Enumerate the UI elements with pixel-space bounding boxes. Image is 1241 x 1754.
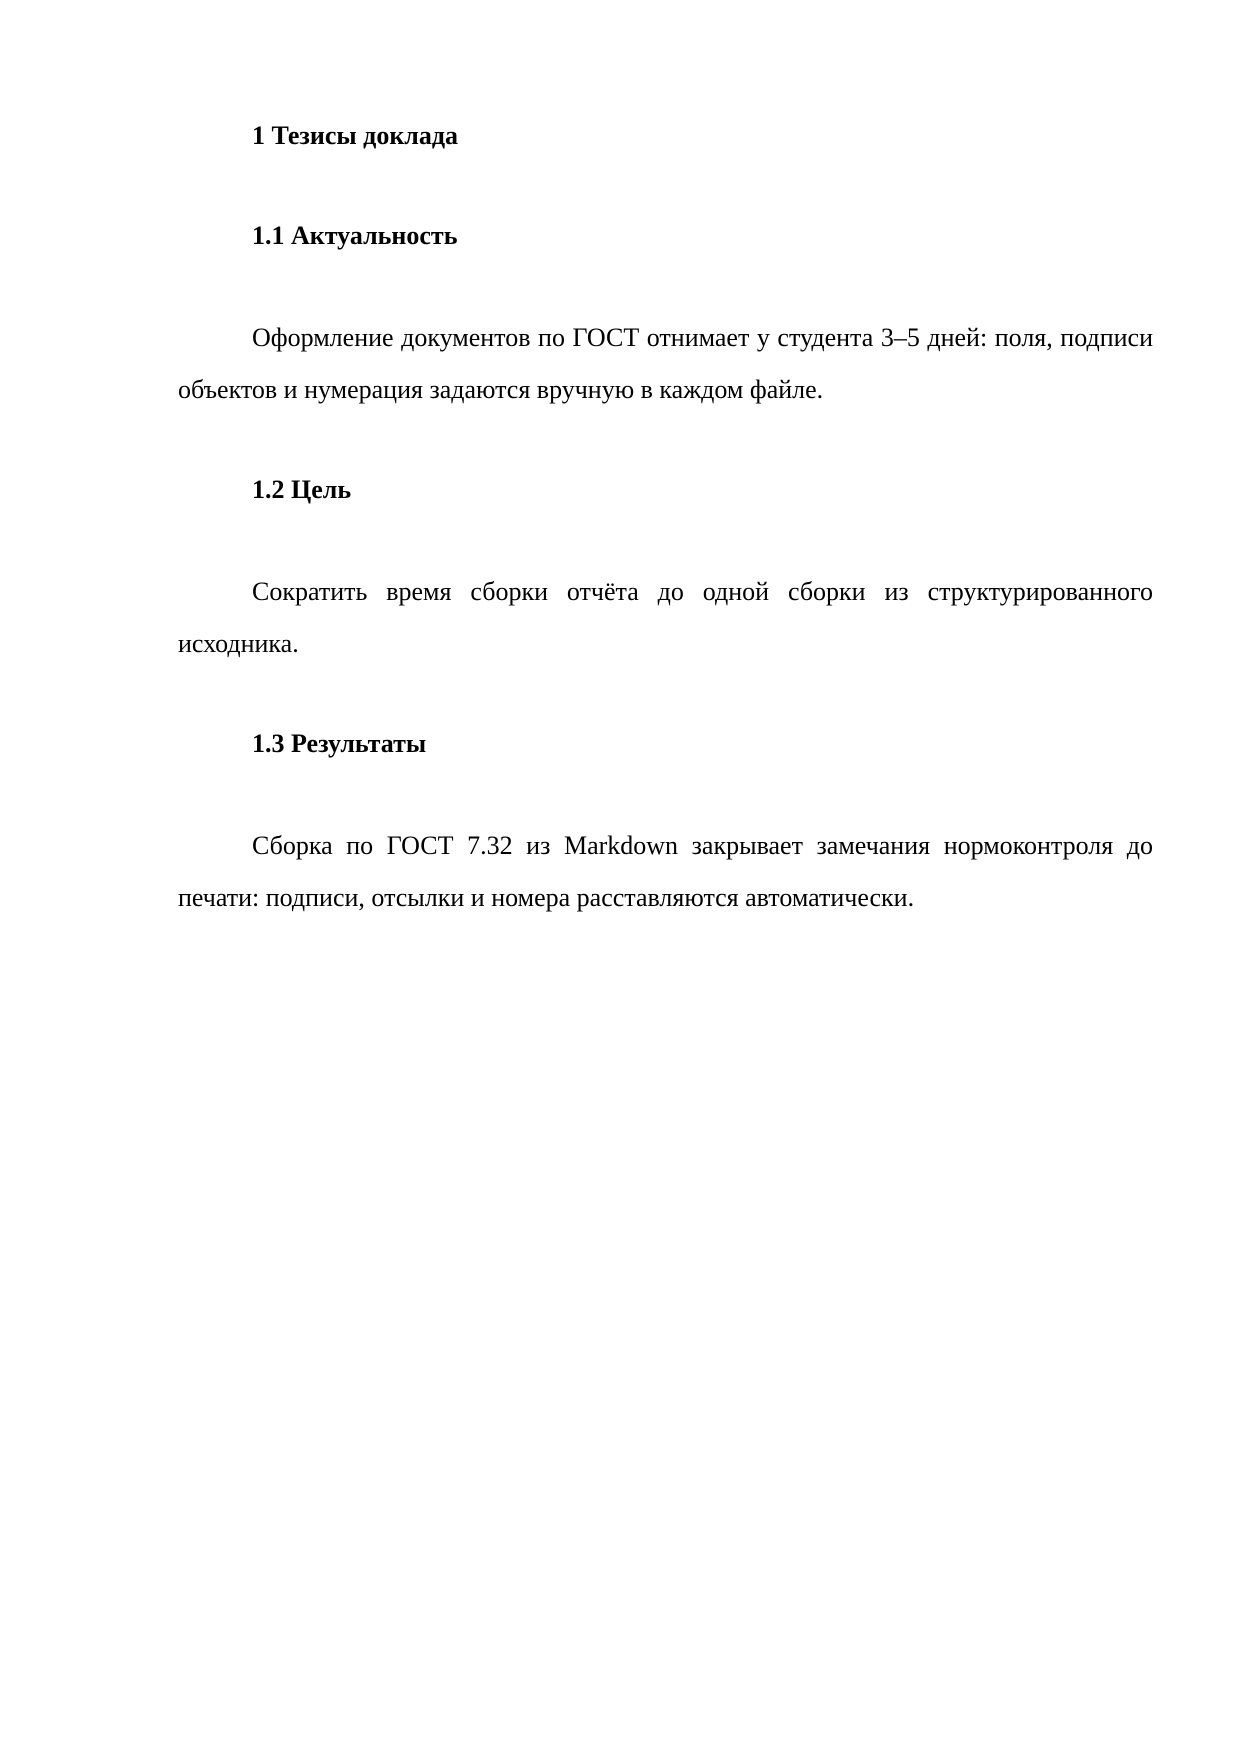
body-paragraph: Сборка по ГОСТ 7.32 из Markdown закрывает замечания нормоконтроля до печати: подписи, отсылки и номера расставляются автоматически. [178,831,1153,912]
document-body [178,110,1153,924]
subsection-heading: 1.3 Результаты [252,729,427,758]
section-results [178,718,1153,924]
subsection-heading: 1.1 Актуальность [252,221,458,250]
section-relevance [178,210,1153,416]
section-heading: 1 Тезисы доклада [252,121,459,150]
subsection-heading: 1.2 Цель [252,475,352,504]
body-paragraph: Оформление документов по ГОСТ отнимает у студента 3–5 дней: поля, подписи объектов и нумерация задаются вручную в каждом файле. [178,323,1153,404]
section-theses [178,110,1153,162]
section-goal [178,464,1153,670]
body-paragraph: Сократить время сборки отчёта до одной сборки из структурированного исходника. [178,577,1153,658]
